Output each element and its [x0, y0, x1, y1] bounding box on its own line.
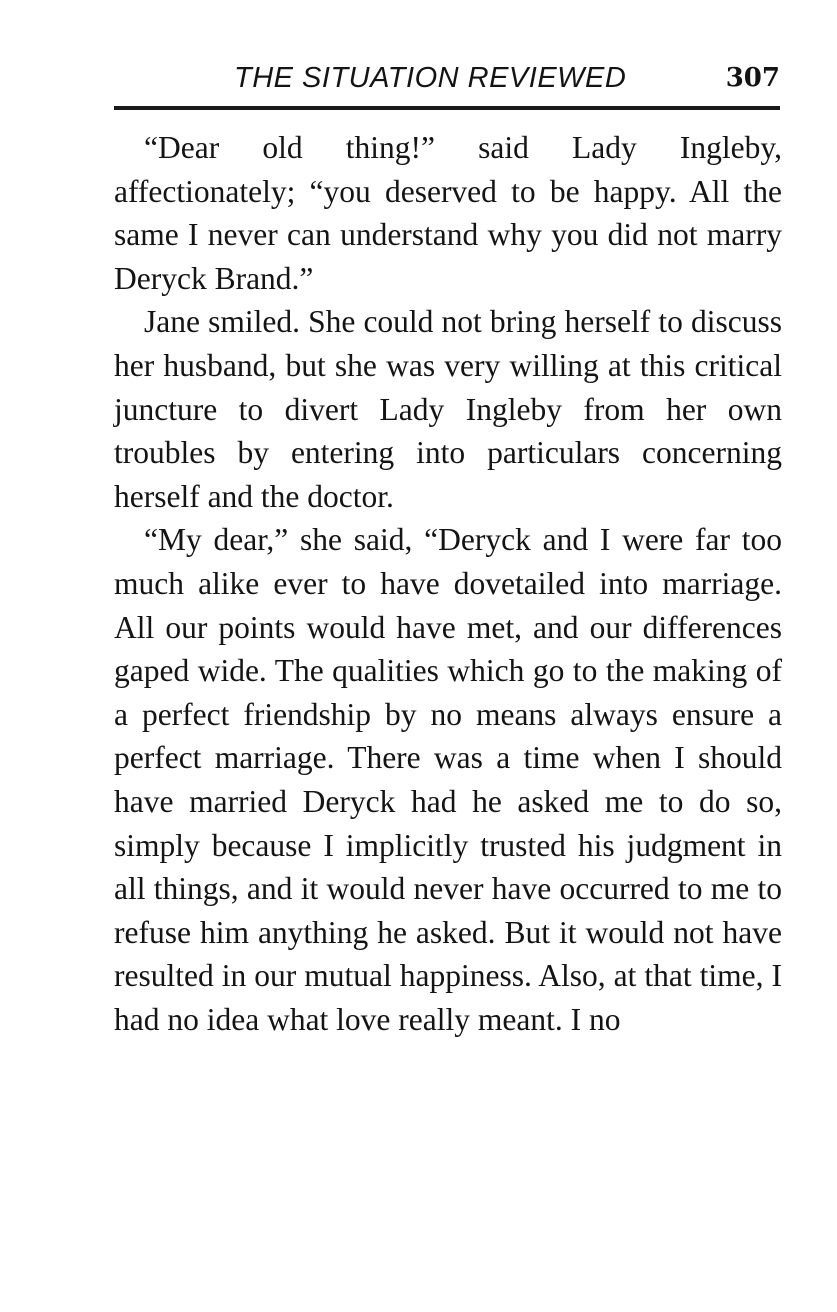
- running-head-title: THE SITUATION REVIEWED: [234, 62, 627, 94]
- page-number: 307: [725, 63, 780, 93]
- paragraph: “My dear,” she said, “Deryck and I were far too much alike ever to have dovetailed into marriage. All our points would have met, and our differences gaped wide. The qualities which go to the making of a perfect friendship by no means always ensure a perfect marriage. There was a time when I should have married Deryck had he asked me to do so, simply because I implicitly trusted his judgment in all things, and it would never have occurred to me to refuse him anything he asked. But it would not have resulted in our mutual happiness. Also, at that time, I had no idea what love really meant. I no: [114, 522, 782, 1037]
- running-head: [114, 56, 780, 100]
- paragraph: Jane smiled. She could not bring herself to discuss her husband, but she was very willing at this critical juncture to divert Lady Ingleby from her own troubles by entering into particulars concerning herself and the doctor.: [114, 304, 782, 514]
- header-rule: [114, 106, 780, 110]
- body-text: [114, 126, 782, 1041]
- paragraph: “Dear old thing!” said Lady Ingleby, affectionately; “you deserved to be happy. All the same I never can understand why you did not marry Deryck Brand.”: [114, 130, 782, 296]
